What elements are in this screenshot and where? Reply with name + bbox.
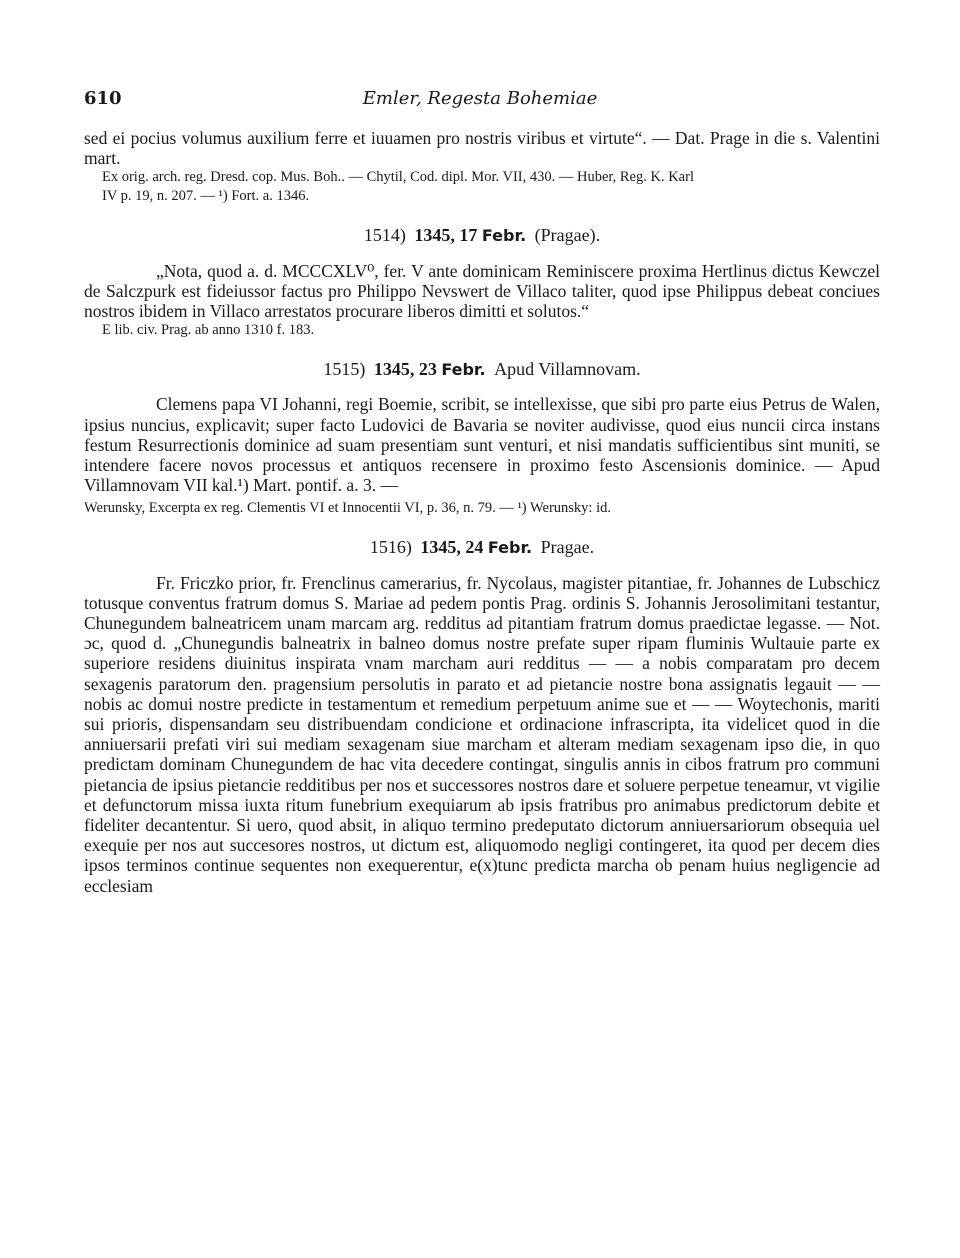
entry-1515-heading bbox=[84, 359, 880, 380]
entry-1514-source: E lib. civ. Prag. ab anno 1310 f. 183. bbox=[102, 322, 315, 339]
page-number: 610 bbox=[84, 88, 122, 109]
entry-month: Febr. bbox=[441, 360, 486, 380]
entry-1515-text: Clemens papa VI Johanni, regi Boemie, scribit, se intellexisse, que sibi pro parte eius Petrus de Walen, ipsius nuncius, explicavit; super facto Ludovici de Bavaria se noviter audivisse, quod eius nuncii circa instans festum Resurrectionis dominice ad suam presentiam sunt venturi, et nisi mandatis sufficientibus sint muniti, se intendere facere novos processus et antiquos recensere in proximo festo Ascensionis dominice. — Apud Villamnovam VII kal.¹) Mart. pontif. a. 3. — bbox=[84, 394, 880, 496]
intro-source-line-2: IV p. 19, n. 207. — ¹) Fort. a. 1346. bbox=[102, 188, 310, 205]
entry-date: 1345, 17 bbox=[414, 225, 478, 246]
entry-number: 1514) bbox=[363, 225, 406, 246]
entry-1514-text: „Nota, quod a. d. MCCCXLV⁰, fer. V ante dominicam Reminiscere proxima Hertlinus dictus Kewczel de Salczpurk est fideiussor factus pro Philippo Nevswert de Villaco taliter, quod ipse Philippus debeat conciues nostros ibidem in Villaco arrestatos procurare liberos dimitti et solutos.“ bbox=[84, 260, 880, 322]
entry-1514-heading bbox=[84, 225, 880, 246]
running-header bbox=[84, 88, 876, 112]
running-title: Emler, Regesta Bohemiae bbox=[362, 88, 598, 109]
entry-date: 1345, 23 bbox=[373, 359, 437, 380]
entry-place: (Pragae). bbox=[534, 225, 601, 246]
body-text bbox=[84, 128, 880, 896]
entry-month: Febr. bbox=[487, 538, 533, 558]
entry-place: Pragae. bbox=[540, 537, 595, 558]
entry-number: 1516) bbox=[369, 537, 412, 558]
entry-1515-source: Werunsky, Excerpta ex reg. Clementis VI et Innocentii VI, p. 36, n. 79. — ¹) Werunsky: id. bbox=[84, 500, 611, 517]
intro-paragraph: sed ei pocius volumus auxilium ferre et iuuamen pro nostris viribus et virtute“. — Dat. Prage in die s. Valentini mart. bbox=[84, 128, 880, 169]
intro-source-line-1: Ex orig. arch. reg. Dresd. cop. Mus. Boh.. — Chytil, Cod. dipl. Mor. VII, 430. — Huber, Reg. K. Karl bbox=[102, 169, 694, 186]
entry-place: Apud Villamnovam. bbox=[494, 359, 641, 380]
entry-number: 1515) bbox=[323, 359, 366, 380]
entry-date: 1345, 24 bbox=[420, 537, 484, 558]
entry-1516-text: Fr. Friczko prior, fr. Frenclinus camerarius, fr. Nycolaus, magister pitantiae, fr. Johannes de Lubschicz totusque conventus fratrum domus S. Mariae ad pedem pontis Prag. ordinis S. Johannis Jerosolimitani testantur, Chunegundem balneatricem unam marcam arg. redditus ad pitantiam fratrum domus praedictae legasse. — Not. ɔc, quod d. „Chunegundis balneatrix in balneo domus nostre prefate super ripam fluminis Wultauie parte ex superiore residens diuinitus inspirata vnam marcham auri redditus — — a nobis comparatam pro decem sexagenis paratorum den. pragensium persolutis in parato et ad pietancie nostre bona assignatis legauit — — nobis ac domui nostre predicte in testamentum et remedium perpetuum anime sue et — — Woytechonis, mariti sui prioris, dispensandam seu distribuendam condicione et ordinacione infrascripta, ita videlicet quod in die anniuersarii prefati viri sui mediam sexagenam siue marcham et alteram mediam sexagenam ipso die, in quo predictam dominam Chunegundem de hac vita decedere contingat, singulis annis in cibos fratrum pro communi pietancia de ipsius pietancie redditibus per nos et successores nostros dare et soluere perpetue teneamur, vt vigilie et defunctorum missa iuxta ritum funebrium exequiarum ab ipsis fratribus pro animabus predictorum debite et fideliter decantentur. Si uero, quod absit, in aliquo termino predeputato dictorum anniuersariorum obsequia uel exequie per nos aut succesores nostros, ut dictum est, aliquomodo negligi contingeret, ita quod per decem dies ipsos terminos continue sequentes non exequerentur, e(x)tunc predicta marcha ob penam huius negligencie ad ecclesiam bbox=[84, 572, 880, 896]
entry-1516-heading bbox=[84, 537, 880, 558]
entry-month: Febr. bbox=[481, 226, 527, 246]
